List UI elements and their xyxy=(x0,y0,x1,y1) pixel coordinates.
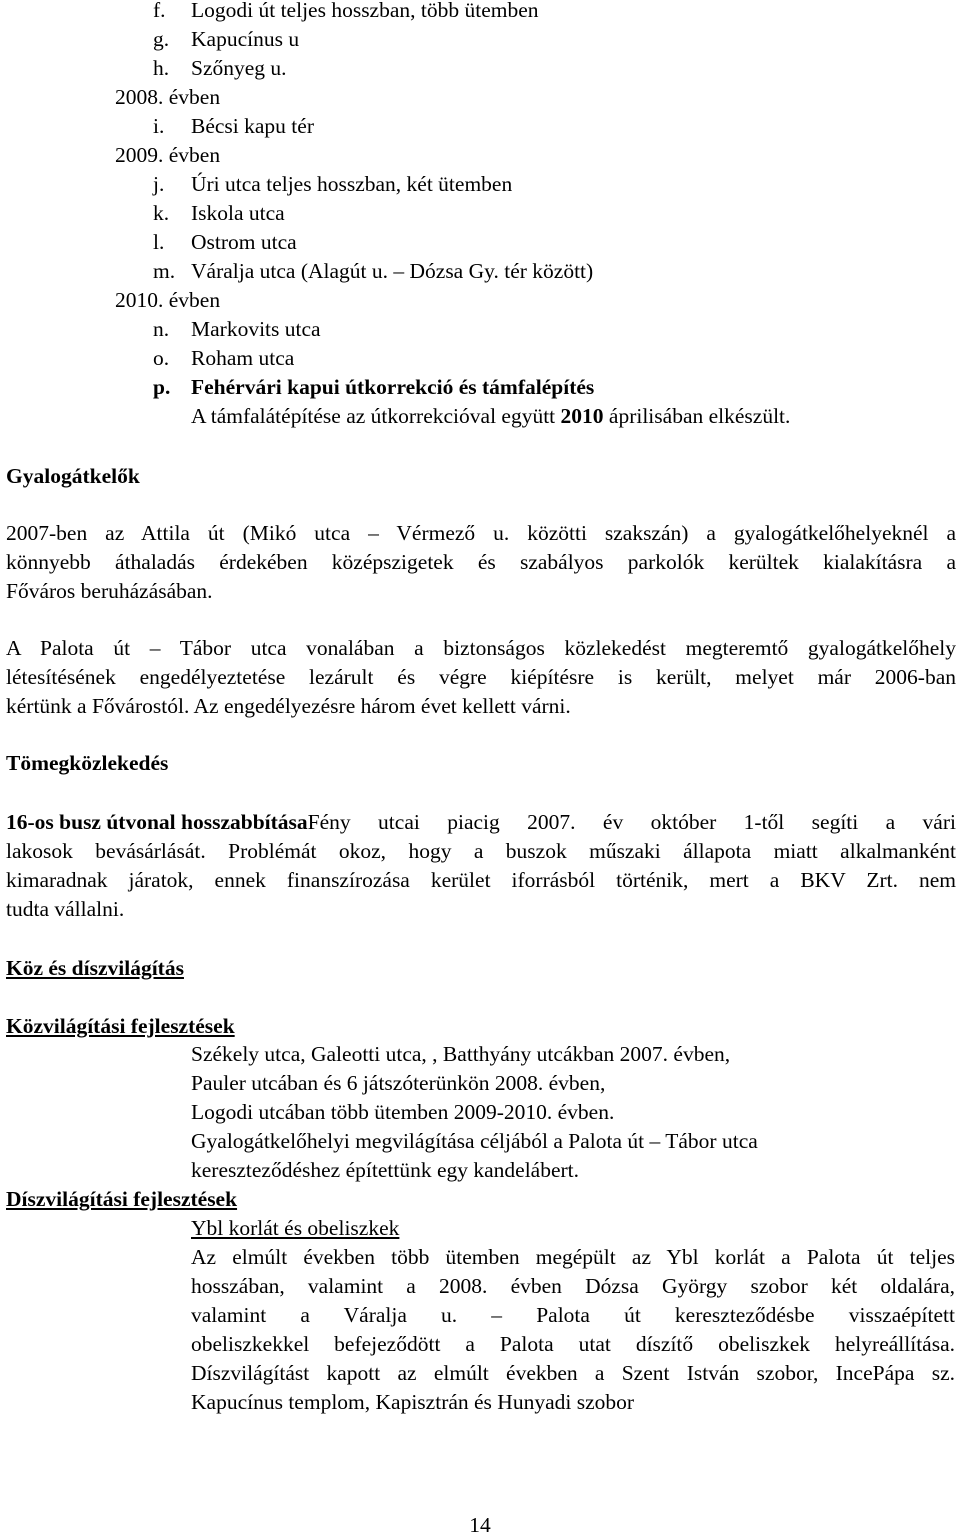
paragraph-line xyxy=(6,808,956,837)
list-item xyxy=(153,54,287,83)
route-title: 16-os busz útvonal hosszabbítása xyxy=(6,810,308,834)
list-item xyxy=(153,344,294,373)
list-item-text: Úri utca teljes hosszban, két ütemben xyxy=(191,172,513,196)
paragraph-line: 2007-ben az Attila út (Mikó utca – Vérmező u. közötti szakszán) a gyalogátkelőhelyeknél a xyxy=(6,521,956,545)
page-number: 14 xyxy=(469,1513,491,1537)
list-item-text: Logodi út teljes hosszban, több ütemben xyxy=(191,0,539,22)
list-item xyxy=(153,373,594,402)
list-item-text: Iskola utca xyxy=(191,201,285,225)
paragraph-line: könnyebb áthaladás érdekében középszigetek és szabályos parkolók kerültek kialakításra a xyxy=(6,550,956,574)
paragraph-text: Fény utcai piacig 2007. év október 1-től segíti a vári xyxy=(307,810,956,834)
list-item-label: n. xyxy=(153,317,170,341)
section-heading: Tömegközlekedés xyxy=(6,751,169,775)
list-item-label: f. xyxy=(153,0,166,22)
paragraph-line: Logodi utcában több ütemben 2009-2010. évben. xyxy=(191,1100,615,1124)
list-item-label: l. xyxy=(153,230,165,254)
note-text: A támfalátépítése az útkorrekcióval együtt xyxy=(191,404,561,428)
paragraph-line: Főváros beruházásában. xyxy=(6,579,213,603)
list-item-text: Váralja utca (Alagút u. – Dózsa Gy. tér között) xyxy=(191,259,594,283)
paragraph-line: tudta vállalni. xyxy=(6,897,125,921)
list-item xyxy=(153,257,593,286)
paragraph-line: kértünk a Fővárostól. Az engedélyezésre három évet kellett várni. xyxy=(6,694,571,718)
subsection-heading: Díszvilágítási fejlesztések xyxy=(6,1187,238,1211)
list-item xyxy=(153,112,314,141)
year-heading-2008: 2008. évben xyxy=(115,85,221,109)
list-item xyxy=(153,0,539,25)
list-item-text: Kapucínus u xyxy=(191,27,300,51)
paragraph-line: obeliszkekkel befejeződött a Palota utat díszítő obeliszkek helyreállítása. xyxy=(191,1332,955,1356)
list-item-label: o. xyxy=(153,346,170,370)
list-item xyxy=(153,170,512,199)
paragraph-line: kimaradnak járatok, ennek finanszírozása kerület iforrásból történik, mert a BKV Zrt. nem xyxy=(6,868,956,892)
item-title: Ybl korlát és obeliszkek xyxy=(191,1216,400,1240)
list-item xyxy=(153,25,299,54)
list-item xyxy=(153,199,285,228)
list-item-text: Roham utca xyxy=(191,346,295,370)
year-heading-2010: 2010. évben xyxy=(115,288,221,312)
paragraph-line: kereszteződéshez építettünk egy kandelábert. xyxy=(191,1158,580,1182)
list-item xyxy=(153,228,297,257)
paragraph-line: hosszában, valamint a 2008. évben Dózsa György szobor két oldalára, xyxy=(191,1274,955,1298)
note-year: 2010 xyxy=(560,404,604,428)
list-item-text: Szőnyeg u. xyxy=(191,56,287,80)
section-heading: Gyalogátkelők xyxy=(6,464,140,488)
section-heading: Köz és díszvilágítás xyxy=(6,956,184,980)
paragraph-line: Székely utca, Galeotti utca, , Batthyány utcákban 2007. évben, xyxy=(191,1042,731,1066)
paragraph-line: lakosok bevásárlását. Problémát okoz, hogy a buszok műszaki állapota miatt alkalmanként xyxy=(6,839,956,863)
paragraph-first-line xyxy=(6,808,956,837)
paragraph-line: létesítésének engedélyeztetése lezárult és végre kiépítésre is került, melyet már 2006-ban xyxy=(6,665,956,689)
paragraph-line: Pauler utcában és 6 játszóterünkön 2008. évben, xyxy=(191,1071,606,1095)
note-text: áprilisában elkészült. xyxy=(603,404,791,428)
list-item-label: m. xyxy=(153,259,176,283)
list-item-label: i. xyxy=(153,114,165,138)
paragraph-line: Díszvilágítást kapott az elmúlt években a Szent István szobor, IncePápa sz. xyxy=(191,1361,955,1385)
paragraph-line: Gyalogátkelőhelyi megvilágítása céljából a Palota út – Tábor utca xyxy=(191,1129,758,1153)
list-item-text: Fehérvári kapui útkorrekció és támfalépítés xyxy=(191,375,595,399)
list-item-text: Bécsi kapu tér xyxy=(191,114,314,138)
list-item-label: k. xyxy=(153,201,170,225)
list-item xyxy=(153,315,321,344)
paragraph-line: Az elmúlt években több ütemben megépült az Ybl korlát a Palota út teljes xyxy=(191,1245,955,1269)
paragraph-line: Kapucínus templom, Kapisztrán és Hunyadi szobor xyxy=(191,1390,635,1414)
paragraph-line: valamint a Váralja u. – Palota út kereszteződésbe visszaépített xyxy=(191,1303,955,1327)
list-item-text: Ostrom utca xyxy=(191,230,297,254)
year-heading-2009: 2009. évben xyxy=(115,143,221,167)
list-item-label: j. xyxy=(153,172,165,196)
paragraph-line: A Palota út – Tábor utca vonalában a biztonságos közlekedést megteremtő gyalogátkelőhely xyxy=(6,636,956,660)
subsection-heading: Közvilágítási fejlesztések xyxy=(6,1014,235,1038)
list-item-note xyxy=(191,402,790,431)
list-item-label: h. xyxy=(153,56,170,80)
list-item-label: p. xyxy=(153,375,171,399)
list-item-text: Markovits utca xyxy=(191,317,321,341)
list-item-label: g. xyxy=(153,27,170,51)
